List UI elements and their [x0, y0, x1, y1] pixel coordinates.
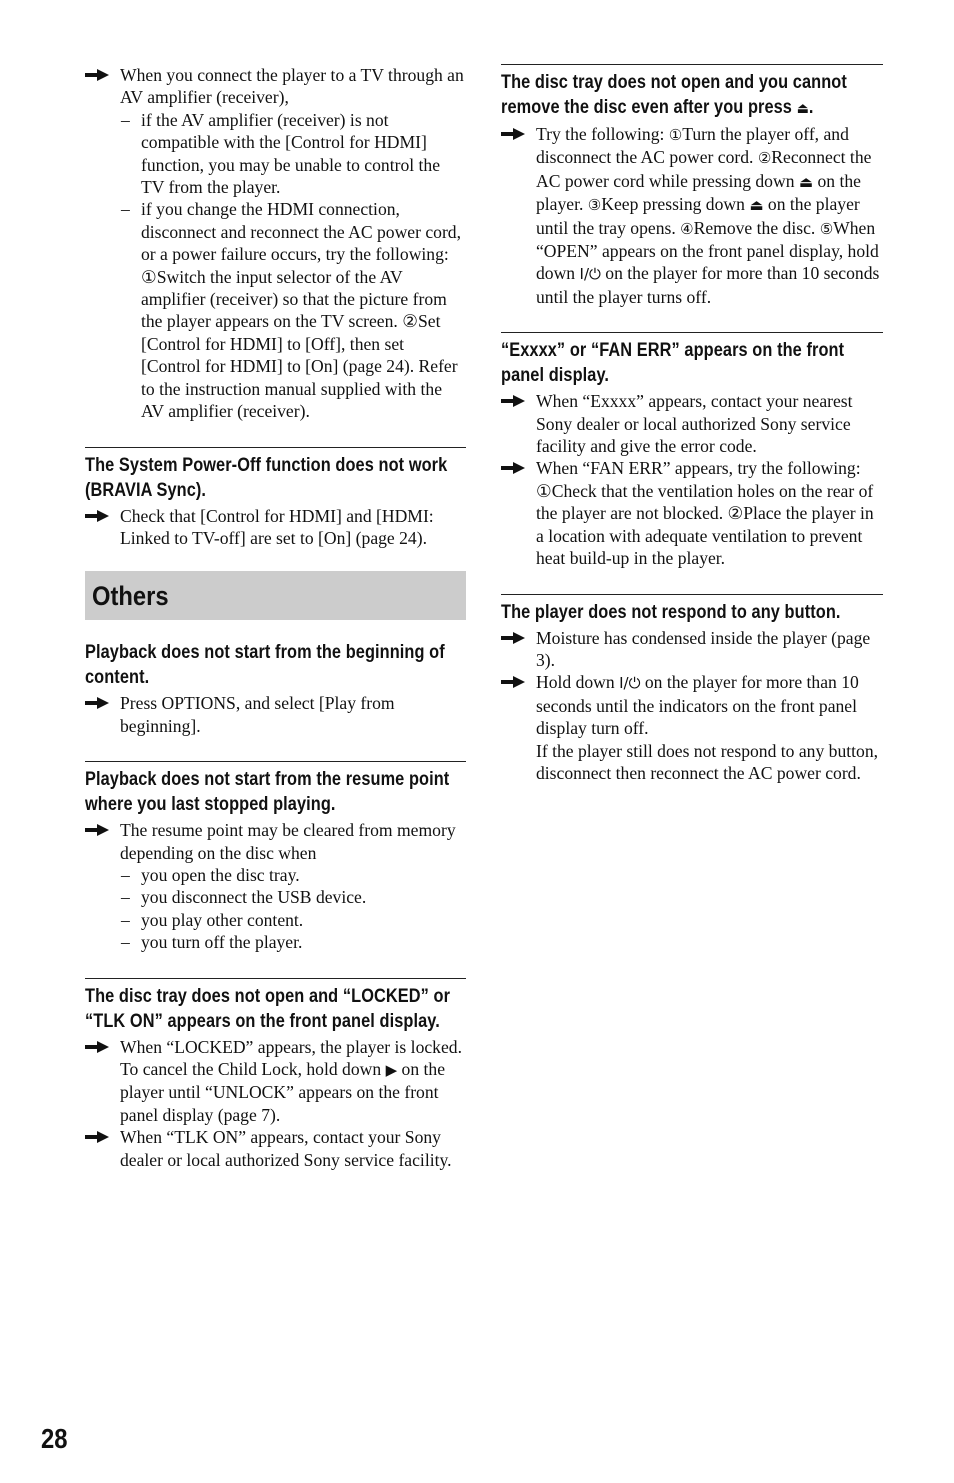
- section-system-power-off: [85, 447, 466, 550]
- section-playback-beginning: [85, 640, 466, 737]
- item-text: If the player still does not respond to any button, disconnect then reconnect the AC power cord.: [536, 740, 879, 783]
- text-run: When “OPEN” appears on the front panel display, hold down: [536, 217, 879, 284]
- section-av-amplifier: [85, 64, 466, 423]
- item-text: [120, 1036, 466, 1127]
- eject-icon: ⏏: [796, 99, 809, 117]
- item-text: When “FAN ERR” appears, try the following: ①Check that the ventilation holes on the rear of the player are not blocked. ②Place the player in a location with adequate ventilation to prevent heat build-up in the player.: [536, 458, 874, 569]
- dash-item: – you disconnect the USB device.: [120, 886, 466, 908]
- text-run: on the player until “UNLOCK” appears on the front panel display (page 7).: [120, 1058, 446, 1125]
- section-heading: The System Power-Off function does not work (BRAVIA Sync).: [85, 454, 448, 501]
- text-run: Reconnect the AC power cord while pressing down: [536, 147, 872, 191]
- item-text: Moisture has condensed inside the player (page 3).: [536, 627, 871, 670]
- heading-end: .: [808, 97, 814, 118]
- arrow-icon: [85, 1041, 109, 1053]
- item-text: The resume point may be cleared from memory depending on the disc when: [120, 820, 456, 863]
- text-run: on the player.: [536, 170, 861, 215]
- list-item: [501, 123, 883, 308]
- list-item: [85, 64, 466, 423]
- item-text: Press OPTIONS, and select [Play from beginning].: [120, 693, 395, 736]
- dash-item: – if the AV amplifier (receiver) is not compatible with the [Control for HDMI] function, you may be unable to control the TV from the player.: [120, 109, 466, 199]
- section-heading: “Exxxx” or “FAN ERR” appears on the front panel display.: [501, 340, 845, 387]
- arrow-icon: [85, 697, 109, 709]
- dash-item: – you turn off the player.: [120, 931, 466, 953]
- play-icon: ▶: [385, 1060, 398, 1079]
- power-icon: I/⏻: [579, 265, 601, 284]
- list-item: [85, 505, 466, 550]
- step-2-icon: ②: [757, 149, 772, 168]
- text-run: on the player for more than 10 seconds until the player turns off.: [536, 263, 880, 307]
- arrow-icon: [501, 128, 525, 140]
- power-icon: I/⏻: [619, 674, 641, 693]
- section-no-response: [501, 594, 883, 785]
- page-number: 28: [41, 1423, 68, 1454]
- arrow-icon: [501, 395, 525, 407]
- dash-item: – if you change the HDMI connection, disconnect and reconnect the AC power cord, or a power failure occurs, try the following: ①Switch the input selector of the AV amplifier (receiver) so that the picture from the player appears on the TV screen. ②Set [Control for HDMI] to [Off], then set [Control for HDMI] to [On] (page 24). Refer to the instruction manual supplied with the AV amplifier (receiver).: [120, 198, 466, 422]
- list-item: [501, 457, 883, 569]
- section-resume-point: [85, 761, 466, 953]
- text-run: Try the following:: [536, 124, 665, 144]
- section-heading: The player does not respond to any button.: [501, 601, 841, 623]
- section-exxxx-fan-err: [501, 332, 883, 569]
- heading-text: The disc tray does not open and you cannot remove the disc even after you press: [501, 72, 847, 118]
- left-column: [85, 64, 466, 1195]
- arrow-icon: [85, 510, 109, 522]
- item-text: When you connect the player to a TV through an AV amplifier (receiver),: [120, 65, 464, 108]
- list-item: [85, 692, 466, 737]
- list-item: [85, 1036, 466, 1127]
- others-header-bar: [85, 571, 466, 620]
- list-item: [501, 390, 883, 457]
- text-run: Remove the disc.: [693, 217, 816, 238]
- arrow-icon: [501, 462, 525, 474]
- arrow-icon: [85, 1131, 109, 1143]
- section-heading: [501, 70, 882, 121]
- text-run: on the player until the tray opens.: [536, 194, 860, 238]
- section-locked: [85, 978, 466, 1171]
- text-run: Keep pressing down: [601, 194, 745, 215]
- list-item: [501, 627, 883, 672]
- others-title: Others: [92, 580, 169, 611]
- dash-item: – you open the disc tray.: [120, 864, 466, 886]
- item-text: [536, 123, 883, 308]
- dash-item: – you play other content.: [120, 909, 466, 931]
- section-heading: Playback does not start from the beginning of content.: [85, 642, 445, 689]
- text-run: Turn the player off, and disconnect the AC power cord.: [536, 124, 849, 168]
- step-3-icon: ③: [587, 196, 602, 215]
- list-item: [501, 671, 883, 784]
- eject-icon: ⏏: [798, 172, 814, 191]
- right-column: [501, 64, 883, 808]
- text-run: Hold down: [536, 672, 615, 693]
- text-run: When “LOCKED” appears, the player is locked. To cancel the Child Lock, hold down: [120, 1036, 462, 1079]
- item-text: When “TLK ON” appears, contact your Sony dealer or local authorized Sony service facility.: [120, 1127, 452, 1170]
- item-text: Check that [Control for HDMI] and [HDMI: Linked to TV-off] are set to [On] (page 24).: [120, 505, 434, 548]
- step-4-icon: ④: [680, 219, 694, 238]
- arrow-icon: [501, 632, 525, 644]
- item-text: [536, 671, 883, 739]
- section-disc-tray-eject: [501, 64, 883, 308]
- item-text: When “Exxxx” appears, contact your nearest Sony dealer or local authorized Sony service facility and give the error code.: [536, 391, 853, 457]
- arrow-icon: [85, 69, 109, 81]
- eject-icon: ⏏: [749, 196, 764, 215]
- section-heading: Playback does not start from the resume point where you last stopped playing.: [85, 769, 450, 816]
- arrow-icon: [501, 676, 525, 688]
- dash-list: [120, 109, 466, 423]
- text-run: on the player for more than 10 seconds until the indicators on the front panel display turn off.: [536, 672, 859, 739]
- step-5-icon: ⑤: [819, 219, 834, 238]
- list-item: [85, 1126, 466, 1171]
- section-heading: The disc tray does not open and “LOCKED” or “TLK ON” appears on the front panel display.: [85, 985, 451, 1032]
- dash-list: [120, 864, 466, 954]
- arrow-icon: [85, 824, 109, 836]
- list-item: [85, 819, 466, 953]
- step-1-icon: ①: [668, 126, 683, 144]
